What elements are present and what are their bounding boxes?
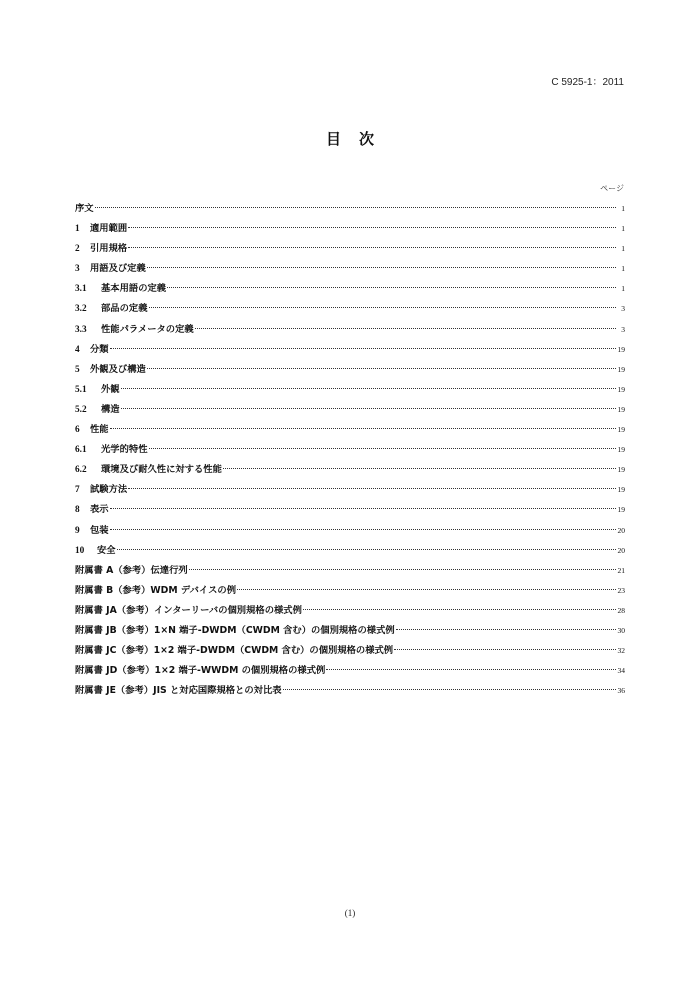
toc-entry-label [75,299,148,319]
toc-entry[interactable] [75,239,625,259]
toc-entry-label [75,320,194,340]
toc-entry-label [75,661,325,681]
toc-entry[interactable] [75,360,625,380]
toc-entry[interactable] [75,541,625,561]
toc-entry[interactable] [75,500,625,520]
dot-leader [326,669,616,670]
toc-entry[interactable] [75,460,625,480]
page-number: (1) [344,908,356,918]
toc-entry-page: 30 [617,625,625,635]
toc-entry[interactable] [75,380,625,400]
toc-entry-page: 36 [617,686,625,696]
dot-leader [128,247,616,248]
toc-entry-number: 4 [75,344,80,355]
toc-entry-label [75,380,120,400]
toc-entry[interactable] [75,420,625,440]
toc-entry-title: 附属書 JB（参考）1×N 端子-DWDM（CWDM 含む）の個別規格の様式例 [75,624,395,636]
toc-entry-title: 序文 [75,203,94,214]
toc-entry-number: 3.1 [75,284,87,295]
toc-entry[interactable] [75,199,625,219]
toc-entry-page: 3 [621,324,625,334]
toc-entry-title: 安全 [97,544,116,556]
toc-entry-label [75,521,109,541]
toc-entry[interactable] [75,279,625,299]
toc-entry-label [75,480,127,500]
toc-entry-label [75,621,395,641]
toc-entry-label [75,440,148,460]
toc-entry-page: 23 [617,585,625,595]
toc-entry-label [75,400,120,420]
toc-entry-title: 附属書 JE（参考）JIS と対応国際規格との対比表 [75,685,282,697]
dot-leader [394,649,616,650]
toc-entry-title: 光学的特性 [101,444,148,456]
dot-leader [147,368,616,369]
table-of-contents [75,199,625,701]
toc-entry-number: 8 [75,505,80,516]
dot-leader [303,609,616,610]
toc-entry[interactable] [75,340,625,360]
toc-entry-label [75,219,127,239]
toc-entry[interactable] [75,621,625,641]
toc-entry-page: 28 [617,605,625,615]
toc-entry-label [75,360,146,380]
dot-leader [110,428,616,429]
toc-entry-title: 分類 [90,343,109,355]
dot-leader [110,529,616,530]
toc-entry[interactable] [75,480,625,500]
dot-leader [189,569,616,570]
toc-entry-page: 20 [617,545,625,555]
toc-entry[interactable] [75,400,625,420]
toc-entry[interactable] [75,259,625,279]
toc-entry[interactable] [75,219,625,239]
toc-entry-page: 3 [621,304,625,314]
toc-entry-title: 構造 [101,403,120,415]
toc-entry-page: 34 [617,666,625,676]
toc-entry-title: 包装 [90,524,109,536]
toc-entry-title: 試験方法 [90,484,128,496]
toc-entry[interactable] [75,681,625,701]
dot-leader [149,448,617,449]
toc-entry-label [75,561,188,581]
toc-entry-label [75,259,146,279]
toc-entry-number: 3 [75,264,80,275]
toc-entry-label [75,581,236,601]
toc-entry-title: 附属書 JA（参考）インターリーバの個別規格の様式例 [75,604,302,616]
toc-entry[interactable] [75,601,625,621]
toc-entry-page: 19 [617,344,625,354]
toc-entry-page: 19 [617,465,625,475]
toc-entry-number: 1 [75,224,80,235]
toc-entry-page: 1 [621,284,625,294]
dot-leader [223,468,616,469]
toc-entry-number: 6.1 [75,445,87,456]
toc-entry-page: 19 [617,505,625,515]
dot-leader [237,589,616,590]
toc-entry-page: 1 [621,264,625,274]
dot-leader [147,267,616,268]
toc-entry-number: 10 [75,545,85,556]
toc-entry-title: 附属書 A（参考）伝達行列 [75,564,188,576]
toc-entry[interactable] [75,299,625,319]
toc-entry-page: 19 [617,425,625,435]
dot-leader [121,408,616,409]
dot-leader [128,488,616,489]
toc-entry-number: 9 [75,525,80,536]
dot-leader [110,508,616,509]
toc-entry[interactable] [75,320,625,340]
toc-entry-page: 1 [621,204,625,213]
toc-entry-title: 基本用語の定義 [101,283,167,295]
toc-entry-number: 3.2 [75,304,87,315]
toc-entry-label [75,279,166,299]
toc-entry[interactable] [75,521,625,541]
toc-entry-label [75,460,222,480]
dot-leader [396,629,616,630]
toc-entry-title: 引用規格 [90,243,128,255]
toc-entry[interactable] [75,561,625,581]
toc-entry-title: 用語及び定義 [90,263,146,275]
toc-entry-title: 性能パラメータの定義 [101,323,194,335]
toc-entry-page: 19 [617,364,625,374]
dot-leader [195,328,616,329]
toc-entry-page: 32 [617,646,625,656]
toc-entry-label [75,681,282,701]
dot-leader [95,207,616,208]
toc-entry-label [75,601,302,621]
toc-entry-title: 性能 [90,424,109,436]
toc-entry[interactable] [75,581,625,601]
toc-entry-page: 21 [617,565,625,575]
dot-leader [117,549,616,550]
toc-entry-label [75,239,127,259]
toc-entry-label [75,340,109,360]
toc-entry-page: 19 [617,384,625,394]
toc-entry-title: 適用範囲 [90,223,128,235]
page-column-label: ページ [600,184,624,193]
toc-entry[interactable] [75,661,625,681]
toc-entry-title: 環境及び耐久性に対する性能 [101,464,222,476]
toc-entry-label [75,199,94,219]
toc-entry-number: 5 [75,364,80,375]
toc-entry-number: 5.2 [75,404,87,415]
toc-entry-number: 6.2 [75,465,87,476]
toc-entry-page: 19 [617,404,625,414]
toc-entry-title: 附属書 JD（参考）1×2 端子-WWDM の個別規格の様式例 [75,665,326,677]
toc-entry-number: 3.3 [75,324,87,335]
toc-entry-title: 附属書 B（参考）WDM デバイスの例 [75,584,236,596]
dot-leader [110,348,616,349]
toc-entry-title: 外観及び構造 [90,363,146,375]
toc-entry-label [75,641,393,661]
toc-entry-page: 19 [617,445,625,455]
toc-entry-label [75,541,116,561]
dot-leader [167,287,616,288]
toc-entry-number: 7 [75,485,80,496]
toc-entry-title: 表示 [90,504,109,516]
dot-leader [149,307,617,308]
toc-heading: 目次 [325,130,392,148]
dot-leader [283,689,616,690]
document-code: C 5925-1：2011 [551,77,624,88]
toc-entry-number: 6 [75,425,80,436]
toc-entry-label [75,420,109,440]
toc-entry[interactable] [75,641,625,661]
toc-entry-label [75,500,109,520]
dot-leader [128,227,616,228]
dot-leader [121,388,616,389]
toc-entry-title: 外観 [101,383,120,395]
toc-entry-page: 1 [621,244,625,254]
toc-entry-title: 部品の定義 [101,303,148,315]
toc-entry-page: 1 [621,224,625,234]
toc-entry-page: 20 [617,525,625,535]
toc-entry-title: 附属書 JC（参考）1×2 端子-DWDM（CWDM 含む）の個別規格の様式例 [75,645,394,657]
toc-entry[interactable] [75,440,625,460]
toc-entry-number: 5.1 [75,384,87,395]
toc-entry-number: 2 [75,244,80,255]
toc-entry-page: 19 [617,485,625,495]
